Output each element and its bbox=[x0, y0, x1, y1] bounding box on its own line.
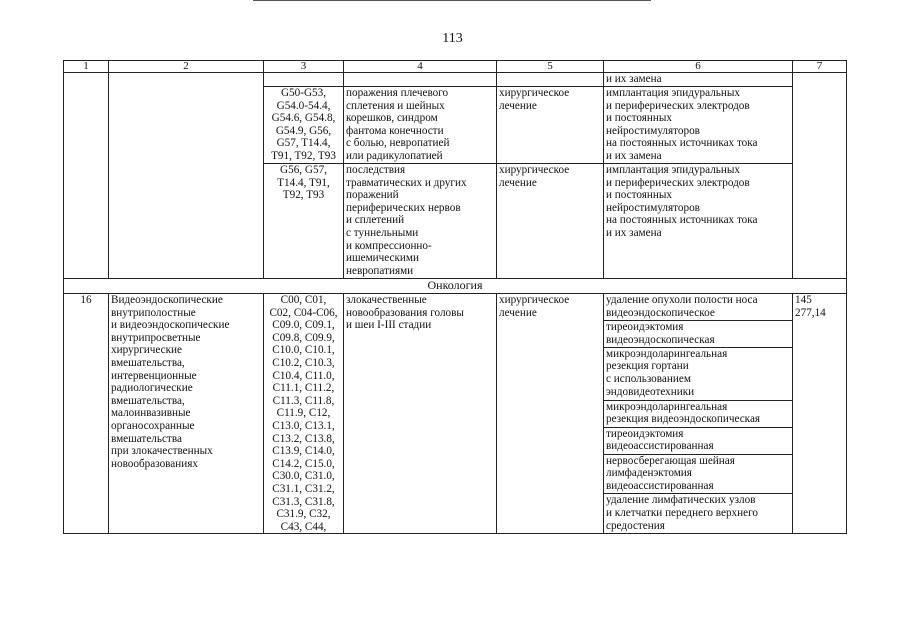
table-row bbox=[64, 73, 847, 87]
disease-cell: поражения плечевого сплетения и шейных корешков, синдром фантома конечности с болью, невропатией или радикулопатией bbox=[344, 87, 497, 164]
treatment-cell: хирургическое лечение bbox=[497, 164, 604, 279]
col-header-6: 6 bbox=[604, 61, 793, 73]
method-cell: нервосберегающая шейная лимфаденэктомия видеоассистированная bbox=[604, 454, 793, 494]
method-cell: микроэндоларингеальная резекция видеоэндоскопическая bbox=[604, 400, 793, 427]
col-header-4: 4 bbox=[344, 61, 497, 73]
procedures-table bbox=[63, 60, 847, 534]
header-row bbox=[64, 61, 847, 73]
icd-codes-cell: G56, G57, T14.4, T91, T92, T93 bbox=[264, 164, 344, 279]
col-header-1: 1 bbox=[64, 61, 109, 73]
method-cell: тиреоидэктомия видеоэндоскопическая bbox=[604, 320, 793, 347]
method-cell: удаление опухоли полости носа видеоэндоскопическое bbox=[604, 294, 793, 321]
page-number: 113 bbox=[442, 31, 463, 46]
treatment-cell: хирургическое лечение bbox=[497, 294, 604, 534]
icd-codes-cell: C00, C01, C02, C04-C06, C09.0, C09.1, C09.8, C09.9, C10.0, C10.1, C10.2, C10.3, C10.4, C11.0, C11.1, C11.2, C11.3, C11.8, C11.9, C12, C13.0, C13.1, C13.2, C13.8, C13.9, C14.0, C14.2, C15.0, C30.0, C31.0, C31.1, C31.2, C31.3, C31.8, C31.9, C32, C43, C44, bbox=[264, 294, 344, 534]
method-cell: имплантация эпидуральных и периферических электродов и постоянных нейростимуляторов на постоянных источниках тока и их замена bbox=[604, 164, 793, 279]
top-rule bbox=[253, 0, 651, 1]
table-row bbox=[64, 294, 847, 321]
section-row bbox=[64, 279, 847, 294]
col-header-3: 3 bbox=[264, 61, 344, 73]
col-header-2: 2 bbox=[109, 61, 264, 73]
treatment-cell: хирургическое лечение bbox=[497, 87, 604, 164]
price-cell: 145 277,14 bbox=[793, 294, 847, 534]
disease-cell: последствия травматических и других поражений периферических нервов и сплетений с туннельными и компрессионно- ишемическими невропатиями bbox=[344, 164, 497, 279]
method-cell: удаление лимфатических узлов и клетчатки переднего верхнего средостения bbox=[604, 494, 793, 534]
method-cell: и их замена bbox=[604, 73, 793, 87]
icd-codes-cell: G50-G53, G54.0-54.4, G54.6, G54.8, G54.9, G56, G57, T14.4, T91, T92, T93 bbox=[264, 87, 344, 164]
disease-cell: злокачественные новообразования головы и шеи I-III стадии bbox=[344, 294, 497, 534]
row-number: 16 bbox=[64, 294, 109, 534]
method-cell: тиреоидэктомия видеоассистированная bbox=[604, 427, 793, 454]
col-header-7: 7 bbox=[793, 61, 847, 73]
method-cell: микроэндоларингеальная резекция гортани с использованием эндовидеотехники bbox=[604, 347, 793, 400]
section-title: Онкология bbox=[64, 279, 847, 294]
procedure-group-name: Видеоэндоскопические внутриполостные и видеоэндоскопические внутрипросветные хирургические вмешательства, интервенционные радиологические вмешательства, малоинвазивные органосохранные вмешательства при злокачественных новообразованиях bbox=[109, 294, 264, 534]
method-cell: имплантация эпидуральных и периферических электродов и постоянных нейростимуляторов на постоянных источниках тока и их замена bbox=[604, 87, 793, 164]
col-header-5: 5 bbox=[497, 61, 604, 73]
